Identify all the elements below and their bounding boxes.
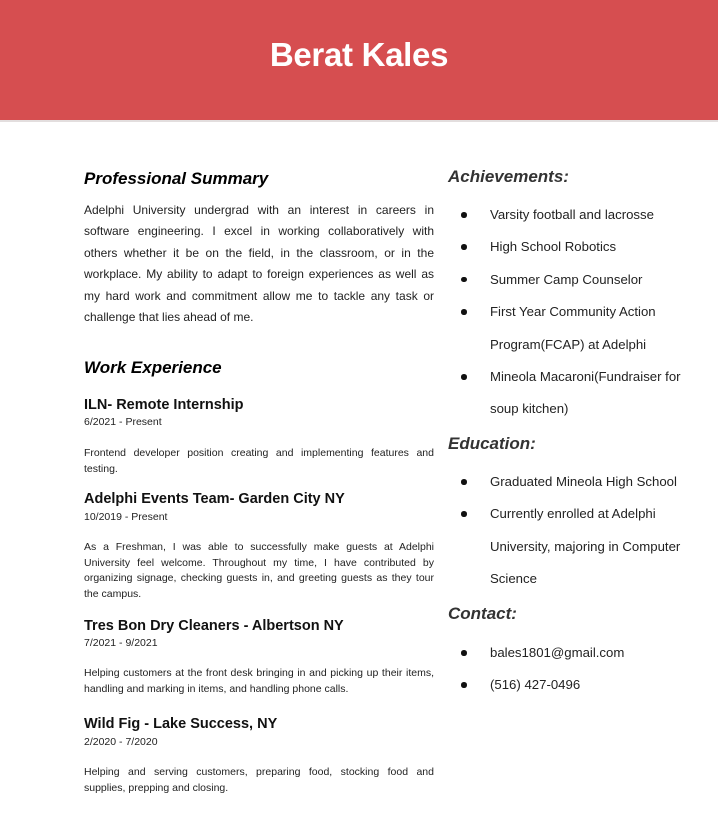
work-heading: Work Experience [84,358,222,377]
list-item: Varsity football and lacrosse [448,199,708,231]
list-item: High School Robotics [448,231,708,263]
job-description: Helping customers at the front desk bringing in and picking up their items, handling and marking in items, and handling phone calls. [84,667,434,695]
list-item: First Year Community Action Program(FCAP) at Adelphi [448,296,708,361]
job-date: 7/2021 - 9/2021 [84,637,158,649]
job-date: 10/2019 - Present [84,511,168,523]
job-description: As a Freshman, I was able to successfully make guests at Adelphi University feel welcome. Throughout my time, I have contributed by organizing signage, checking guests in, and greeting guests as they tour the campus. [84,541,434,600]
list-item: Summer Camp Counselor [448,264,708,296]
contact-list [448,637,708,702]
education-heading: Education: [448,434,536,453]
job-title: Adelphi Events Team- Garden City NY [84,491,345,507]
achievements-list [448,199,708,426]
job-date: 6/2021 - Present [84,416,162,428]
job-title: ILN- Remote Internship [84,397,244,413]
contact-heading: Contact: [448,604,517,623]
achievements-heading: Achievements: [448,167,569,186]
contact-email[interactable]: bales1801@gmail.com [448,637,708,669]
job-description: Frontend developer position creating and implementing features and testing. [84,447,434,475]
job-title: Tres Bon Dry Cleaners - Albertson NY [84,618,344,634]
resume-name: Berat Kales [269,36,449,73]
header-divider [0,120,718,122]
list-item: Mineola Macaroni(Fundraiser for soup kitchen) [448,361,708,426]
job-title: Wild Fig - Lake Success, NY [84,716,278,732]
contact-phone[interactable]: (516) 427-0496 [448,669,708,701]
summary-text: Adelphi University undergrad with an interest in careers in software engineering. I excel in working collaboratively with others whether it be on the field, in the classroom, or in the workplace. My ability to adapt to foreign experiences as well as my hard work and commitment allow me to tackle any task or challenge that lies ahead of me. [84,203,434,325]
job-date: 2/2020 - 7/2020 [84,736,158,748]
summary-heading: Professional Summary [84,169,269,188]
list-item: Currently enrolled at Adelphi University, majoring in Computer Science [448,498,708,595]
education-list [448,466,708,596]
list-item: Graduated Mineola High School [448,466,708,498]
job-description: Helping and serving customers, preparing food, stocking food and supplies, prepping and closing. [84,766,434,794]
header-banner [0,0,718,120]
